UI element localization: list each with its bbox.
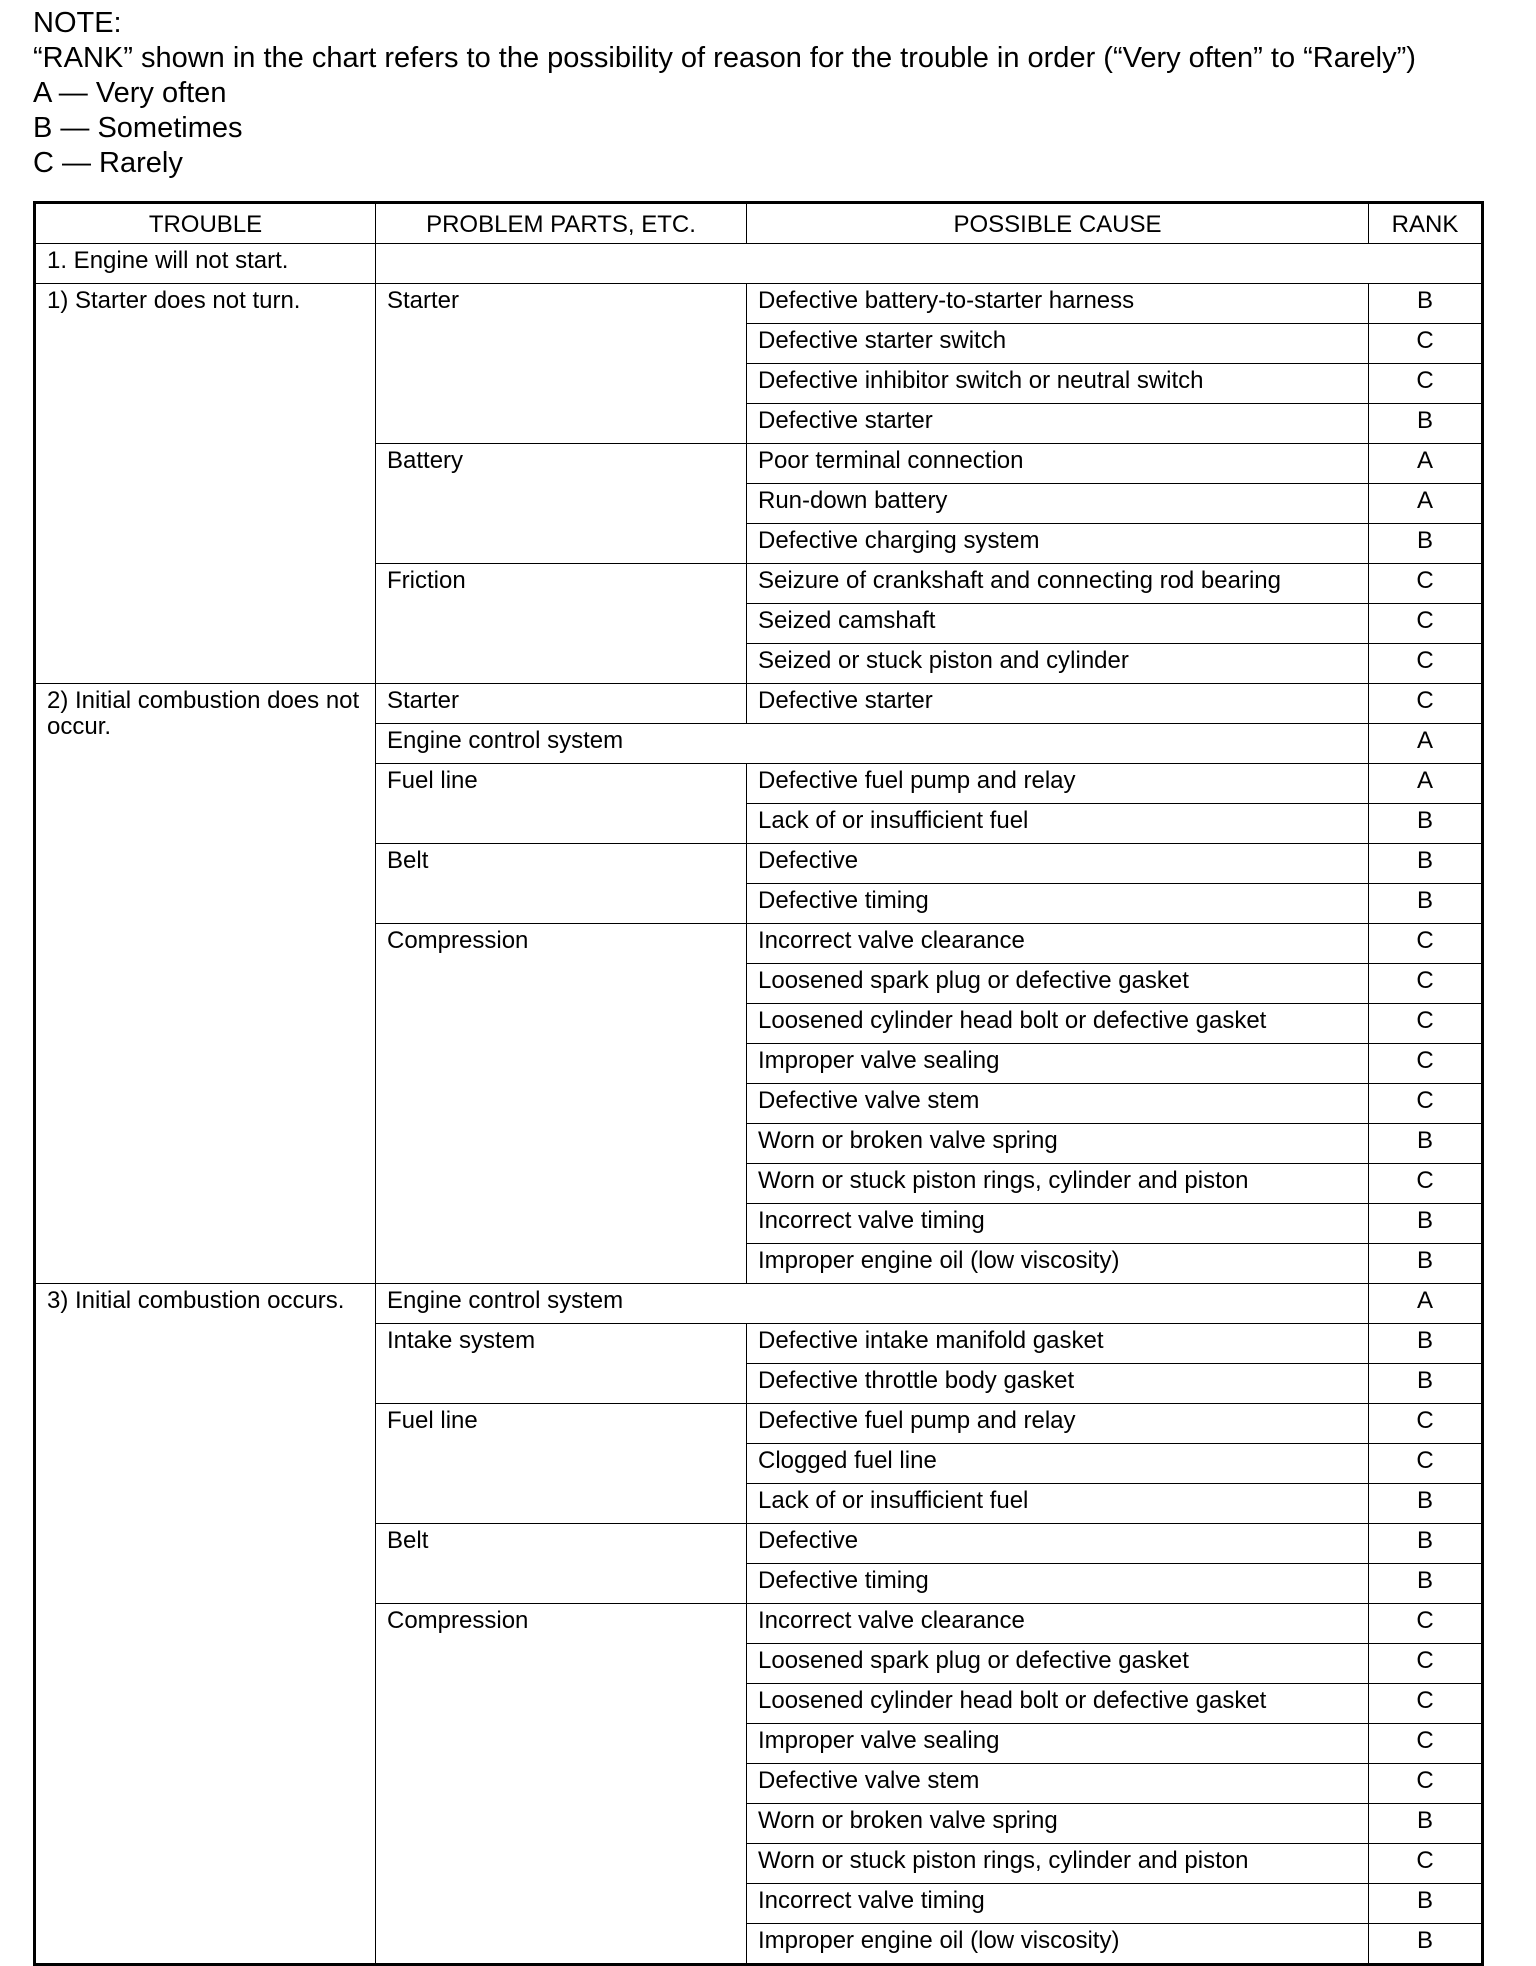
possible-cause-cell: Defective valve stem xyxy=(747,1764,1369,1804)
rank-cell: C xyxy=(1369,684,1483,724)
possible-cause-cell: Run-down battery xyxy=(747,484,1369,524)
rank-cell: C xyxy=(1369,1164,1483,1204)
rank-cell: C xyxy=(1369,1644,1483,1684)
rank-cell: B xyxy=(1369,1924,1483,1965)
chart-body xyxy=(35,244,1483,1965)
possible-cause-cell: Poor terminal connection xyxy=(747,444,1369,484)
trouble-cell: 3) Initial combustion occurs. xyxy=(35,1284,376,1965)
problem-part-cell: Starter xyxy=(376,684,747,724)
possible-cause-cell: Loosened cylinder head bolt or defective gasket xyxy=(747,1684,1369,1724)
rank-cell: C xyxy=(1369,564,1483,604)
trouble-cell: 2) Initial combustion does not occur. xyxy=(35,684,376,1284)
possible-cause-cell: Defective fuel pump and relay xyxy=(747,1404,1369,1444)
possible-cause-cell: Defective xyxy=(747,844,1369,884)
possible-cause-cell: Worn or stuck piston rings, cylinder and piston xyxy=(747,1844,1369,1884)
header-row xyxy=(35,203,1483,244)
troubleshooting-chart xyxy=(33,201,1484,1966)
problem-part-cell: Engine control system xyxy=(376,724,1369,764)
rank-cell: B xyxy=(1369,804,1483,844)
possible-cause-cell: Incorrect valve timing xyxy=(747,1884,1369,1924)
possible-cause-cell: Defective starter switch xyxy=(747,324,1369,364)
problem-part-cell: Fuel line xyxy=(376,1404,747,1524)
rank-cell: B xyxy=(1369,1484,1483,1524)
possible-cause-cell: Defective timing xyxy=(747,1564,1369,1604)
rank-cell: B xyxy=(1369,1324,1483,1364)
rank-cell: C xyxy=(1369,1004,1483,1044)
possible-cause-cell: Defective charging system xyxy=(747,524,1369,564)
rank-cell: C xyxy=(1369,1444,1483,1484)
problem-part-cell: Belt xyxy=(376,844,747,924)
rank-cell: A xyxy=(1369,1284,1483,1324)
possible-cause-cell: Improper valve sealing xyxy=(747,1724,1369,1764)
possible-cause-cell: Worn or broken valve spring xyxy=(747,1804,1369,1844)
problem-part-cell: Battery xyxy=(376,444,747,564)
possible-cause-cell: Clogged fuel line xyxy=(747,1444,1369,1484)
rank-cell: B xyxy=(1369,404,1483,444)
rank-cell: B xyxy=(1369,1204,1483,1244)
possible-cause-cell: Incorrect valve clearance xyxy=(747,924,1369,964)
rank-cell: C xyxy=(1369,1084,1483,1124)
trouble-cell: 1) Starter does not turn. xyxy=(35,284,376,684)
rank-cell: B xyxy=(1369,284,1483,324)
rank-legend-c: C — Rarely xyxy=(33,147,183,179)
possible-cause-cell: Seizure of crankshaft and connecting rod bearing xyxy=(747,564,1369,604)
possible-cause-cell: Loosened spark plug or defective gasket xyxy=(747,964,1369,1004)
section-title: 1. Engine will not start. xyxy=(35,244,376,284)
rank-cell: C xyxy=(1369,1044,1483,1084)
section-empty-cell xyxy=(376,244,1483,284)
rank-cell: C xyxy=(1369,924,1483,964)
possible-cause-cell: Improper valve sealing xyxy=(747,1044,1369,1084)
rank-cell: C xyxy=(1369,644,1483,684)
problem-part-cell: Engine control system xyxy=(376,1284,1369,1324)
rank-cell: A xyxy=(1369,764,1483,804)
possible-cause-cell: Defective starter xyxy=(747,404,1369,444)
possible-cause-cell: Defective intake manifold gasket xyxy=(747,1324,1369,1364)
problem-part-cell: Compression xyxy=(376,1604,747,1965)
possible-cause-cell: Defective starter xyxy=(747,684,1369,724)
note-title: NOTE: xyxy=(33,7,122,39)
rank-cell: A xyxy=(1369,484,1483,524)
rank-cell: C xyxy=(1369,324,1483,364)
problem-part-cell: Friction xyxy=(376,564,747,684)
rank-cell: B xyxy=(1369,884,1483,924)
rank-cell: B xyxy=(1369,1244,1483,1284)
rank-cell: C xyxy=(1369,364,1483,404)
header-rank: RANK xyxy=(1369,203,1483,244)
rank-cell: A xyxy=(1369,724,1483,764)
possible-cause-cell: Defective throttle body gasket xyxy=(747,1364,1369,1404)
rank-cell: C xyxy=(1369,1724,1483,1764)
rank-cell: C xyxy=(1369,1404,1483,1444)
rank-cell: B xyxy=(1369,1804,1483,1844)
possible-cause-cell: Incorrect valve timing xyxy=(747,1204,1369,1244)
possible-cause-cell: Loosened spark plug or defective gasket xyxy=(747,1644,1369,1684)
possible-cause-cell: Worn or broken valve spring xyxy=(747,1124,1369,1164)
rank-cell: B xyxy=(1369,844,1483,884)
possible-cause-cell: Defective valve stem xyxy=(747,1084,1369,1124)
possible-cause-cell: Loosened cylinder head bolt or defective gasket xyxy=(747,1004,1369,1044)
possible-cause-cell: Defective inhibitor switch or neutral switch xyxy=(747,364,1369,404)
table-row xyxy=(35,684,1483,724)
table-row xyxy=(35,284,1483,324)
problem-part-cell: Fuel line xyxy=(376,764,747,844)
possible-cause-cell: Seized camshaft xyxy=(747,604,1369,644)
possible-cause-cell: Defective timing xyxy=(747,884,1369,924)
possible-cause-cell: Defective fuel pump and relay xyxy=(747,764,1369,804)
rank-cell: B xyxy=(1369,1124,1483,1164)
header-trouble: TROUBLE xyxy=(35,203,376,244)
possible-cause-cell: Improper engine oil (low viscosity) xyxy=(747,1244,1369,1284)
possible-cause-cell: Lack of or insufficient fuel xyxy=(747,804,1369,844)
rank-cell: C xyxy=(1369,1764,1483,1804)
problem-part-cell: Starter xyxy=(376,284,747,444)
rank-cell: B xyxy=(1369,1524,1483,1564)
rank-cell: B xyxy=(1369,524,1483,564)
problem-part-cell: Belt xyxy=(376,1524,747,1604)
rank-note xyxy=(33,6,1513,181)
rank-cell: B xyxy=(1369,1884,1483,1924)
section-row xyxy=(35,244,1483,284)
header-possible-cause: POSSIBLE CAUSE xyxy=(747,203,1369,244)
rank-cell: C xyxy=(1369,604,1483,644)
note-text: “RANK” shown in the chart refers to the possibility of reason for the trouble in order (“Very often” to “Rarely”) xyxy=(33,42,1416,74)
header-problem-parts: PROBLEM PARTS, ETC. xyxy=(376,203,747,244)
rank-cell: A xyxy=(1369,444,1483,484)
possible-cause-cell: Lack of or insufficient fuel xyxy=(747,1484,1369,1524)
possible-cause-cell: Incorrect valve clearance xyxy=(747,1604,1369,1644)
rank-cell: C xyxy=(1369,1844,1483,1884)
possible-cause-cell: Defective xyxy=(747,1524,1369,1564)
possible-cause-cell: Defective battery-to-starter harness xyxy=(747,284,1369,324)
rank-cell: B xyxy=(1369,1364,1483,1404)
rank-cell: C xyxy=(1369,1604,1483,1644)
possible-cause-cell: Seized or stuck piston and cylinder xyxy=(747,644,1369,684)
rank-cell: C xyxy=(1369,964,1483,1004)
problem-part-cell: Intake system xyxy=(376,1324,747,1404)
rank-legend-a: A — Very often xyxy=(33,77,227,109)
problem-part-cell: Compression xyxy=(376,924,747,1284)
rank-cell: B xyxy=(1369,1564,1483,1604)
rank-legend-b: B — Sometimes xyxy=(33,112,243,144)
table-row xyxy=(35,1284,1483,1324)
possible-cause-cell: Improper engine oil (low viscosity) xyxy=(747,1924,1369,1965)
rank-cell: C xyxy=(1369,1684,1483,1724)
possible-cause-cell: Worn or stuck piston rings, cylinder and piston xyxy=(747,1164,1369,1204)
